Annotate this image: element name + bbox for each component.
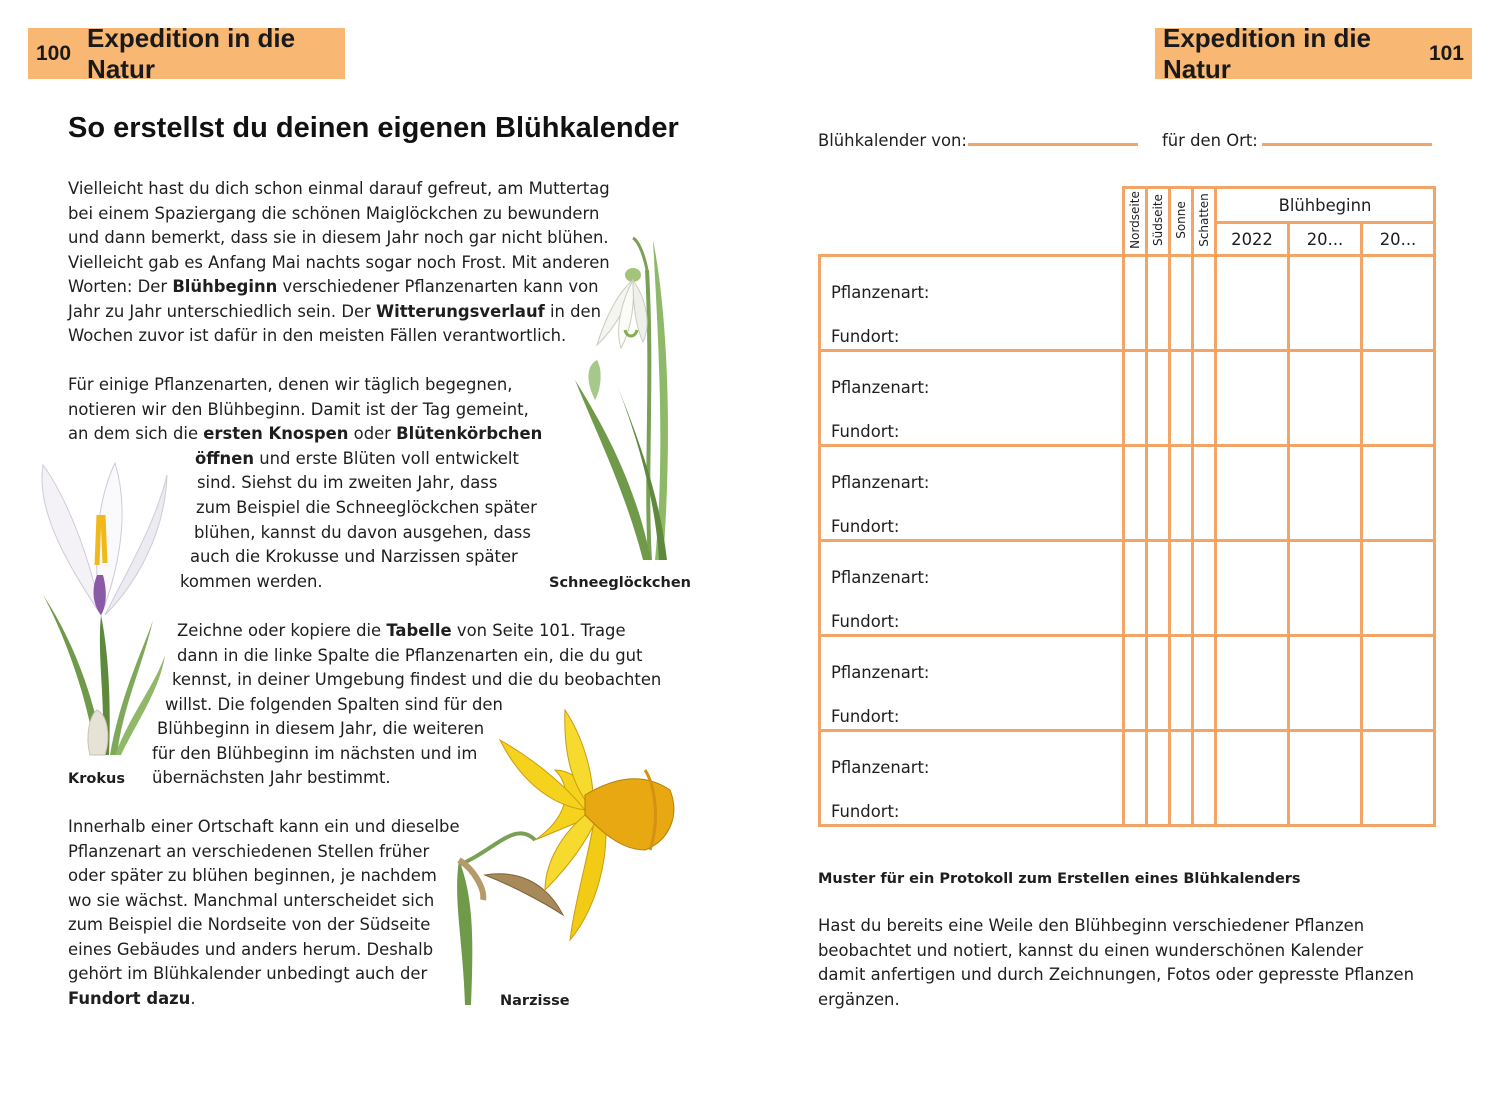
plant-cell (820, 446, 1124, 541)
body-line: bei einem Spaziergang die schönen Maiglöckchen zu bewundern (68, 204, 600, 223)
plant-species-label: Pflanzenart: (831, 378, 930, 397)
calendar-cell (1193, 731, 1216, 826)
calendar-cell (1170, 351, 1193, 446)
body-line: Pflanzenart an verschiedenen Stellen früher (68, 842, 430, 861)
body-line: dann in die linke Spalte die Pflanzenarten ein, die du gut (177, 646, 643, 665)
calendar-row (820, 731, 1435, 826)
body-line: kennst, in deiner Umgebung findest und die du beobachten (172, 670, 662, 689)
page-header-right (1155, 22, 1472, 84)
body-line: Vielleicht hast du dich schon einmal darauf gefreut, am Muttertag (68, 179, 610, 198)
calendar-cell (1216, 636, 1289, 731)
page-header-left (28, 22, 345, 84)
body-line: öffnen und erste Blüten voll entwickelt (195, 449, 519, 468)
calendar-of-line (968, 143, 1138, 146)
calendar-row (820, 256, 1435, 351)
body-line: Innerhalb einer Ortschaft kann ein und dieselbe (68, 817, 460, 836)
page-number-right: 101 (1428, 41, 1464, 65)
calendar-cell (1289, 256, 1362, 351)
closing-line: damit anfertigen und durch Zeichnungen, Fotos oder gepresste Pflanzen (818, 965, 1415, 984)
snowdrop-illustration (555, 230, 685, 565)
calendar-cell (1362, 636, 1435, 731)
body-line: zum Beispiel die Nordseite von der Südseite (68, 915, 431, 934)
header-shade: Schatten (1193, 188, 1216, 256)
calendar-cell (1216, 731, 1289, 826)
calendar-cell (1170, 256, 1193, 351)
closing-line: ergänzen. (818, 990, 900, 1009)
body-line: Fundort dazu. (68, 989, 196, 1008)
closing-line: Hast du bereits eine Weile den Blühbeginn verschiedener Pflanzen (818, 916, 1365, 935)
calendar-cell (1124, 541, 1147, 636)
calendar-cell (1216, 446, 1289, 541)
header-sun: Sonne (1170, 188, 1193, 256)
body-line: sind. Siehst du im zweiten Jahr, dass (197, 473, 498, 492)
plant-cell (820, 256, 1124, 351)
body-line: Für einige Pflanzenarten, denen wir täglich begegnen, (68, 375, 513, 394)
calendar-row (820, 636, 1435, 731)
calendar-cell (1147, 256, 1170, 351)
plant-species-label: Pflanzenart: (831, 758, 930, 777)
calendar-cell (1124, 256, 1147, 351)
body-line: wo sie wächst. Manchmal unterscheidet sich (68, 891, 435, 910)
calendar-cell (1147, 351, 1170, 446)
caption-daffodil: Narzisse (500, 993, 570, 1009)
calendar-cell (1170, 541, 1193, 636)
calendar-cell (1362, 541, 1435, 636)
caption-crocus: Krokus (68, 771, 125, 787)
location-label: Fundort: (831, 422, 900, 441)
header-year-1: 2022 (1216, 223, 1289, 256)
calendar-cell (1289, 731, 1362, 826)
body-line: Zeichne oder kopiere die Tabelle von Seite 101. Trage (177, 621, 626, 640)
chapter-title-left: Expedition in die Natur (87, 22, 296, 84)
plant-species-label: Pflanzenart: (831, 568, 930, 587)
plant-species-label: Pflanzenart: (831, 663, 930, 682)
table-corner (820, 188, 1124, 256)
body-line: kommen werden. (180, 572, 323, 591)
plant-cell (820, 731, 1124, 826)
header-north-side: Nordseite (1124, 188, 1147, 256)
calendar-cell (1362, 351, 1435, 446)
calendar-of-label: Blühkalender von: (818, 131, 967, 150)
calendar-cell (1362, 256, 1435, 351)
calendar-cell (1147, 541, 1170, 636)
calendar-cell (1124, 351, 1147, 446)
calendar-cell (1147, 731, 1170, 826)
location-label: Fundort: (831, 707, 900, 726)
plant-cell (820, 351, 1124, 446)
calendar-cell (1147, 446, 1170, 541)
body-line: oder später zu blühen beginnen, je nachdem (68, 866, 437, 885)
daffodil-illustration (445, 700, 685, 1010)
location-label: Fundort: (831, 612, 900, 631)
body-line: willst. Die folgenden Spalten sind für den (165, 695, 503, 714)
table-caption: Muster für ein Protokoll zum Erstellen eines Blühkalenders (818, 871, 1301, 887)
body-line: Jahr zu Jahr unterschiedlich sein. Der Witterungsverlauf in den (68, 302, 602, 321)
plant-species-label: Pflanzenart: (831, 283, 930, 302)
calendar-cell (1193, 446, 1216, 541)
header-bloom-start: Blühbeginn (1216, 188, 1435, 223)
calendar-cell (1124, 446, 1147, 541)
calendar-row (820, 446, 1435, 541)
body-line: notieren wir den Blühbeginn. Damit ist der Tag gemeint, (68, 400, 529, 419)
plant-cell (820, 541, 1124, 636)
body-line: Blühbeginn in diesem Jahr, die weiteren (157, 719, 485, 738)
body-line: auch die Krokusse und Narzissen später (190, 547, 518, 566)
chapter-title-right: Expedition in die Natur (1163, 22, 1372, 84)
calendar-row (820, 541, 1435, 636)
calendar-cell (1124, 636, 1147, 731)
calendar-cell (1170, 446, 1193, 541)
calendar-cell (1216, 541, 1289, 636)
calendar-cell (1289, 541, 1362, 636)
plant-species-label: Pflanzenart: (831, 473, 930, 492)
crocus-illustration (35, 455, 175, 760)
calendar-cell (1193, 351, 1216, 446)
body-line: blühen, kannst du davon ausgehen, dass (194, 523, 531, 542)
calendar-cell (1170, 731, 1193, 826)
header-year-2: 20... (1289, 223, 1362, 256)
place-line (1262, 143, 1432, 146)
location-label: Fundort: (831, 327, 900, 346)
calendar-cell (1289, 351, 1362, 446)
calendar-cell (1170, 636, 1193, 731)
calendar-cell (1147, 636, 1170, 731)
place-label: für den Ort: (1162, 131, 1258, 150)
body-line: gehört im Blühkalender unbedingt auch der (68, 964, 428, 983)
body-line: an dem sich die ersten Knospen oder Blütenkörbchen (68, 424, 543, 443)
calendar-cell (1193, 636, 1216, 731)
caption-snowdrop: Schneeglöckchen (549, 575, 691, 591)
body-line: übernächsten Jahr bestimmt. (152, 768, 391, 787)
plant-cell (820, 636, 1124, 731)
calendar-cell (1193, 541, 1216, 636)
closing-line: beobachtet und notiert, kannst du einen wunderschönen Kalender (818, 941, 1364, 960)
bloom-calendar-table (818, 186, 1436, 827)
calendar-row (820, 351, 1435, 446)
header-year-3: 20... (1362, 223, 1435, 256)
calendar-cell (1289, 446, 1362, 541)
calendar-cell (1216, 256, 1289, 351)
body-line: Worten: Der Blühbeginn verschiedener Pflanzenarten kann von (68, 277, 599, 296)
section-title: So erstellst du deinen eigenen Blühkalender (68, 112, 679, 144)
location-label: Fundort: (831, 517, 900, 536)
body-line: eines Gebäudes und anders herum. Deshalb (68, 940, 434, 959)
calendar-cell (1289, 636, 1362, 731)
body-line: Vielleicht gab es Anfang Mai nachts sogar noch Frost. Mit anderen (68, 253, 610, 272)
page-number-left: 100 (36, 41, 72, 65)
body-line: für den Blühbeginn im nächsten und im (152, 744, 478, 763)
location-label: Fundort: (831, 802, 900, 821)
body-line: zum Beispiel die Schneeglöckchen später (196, 498, 537, 517)
calendar-cell (1216, 351, 1289, 446)
header-south-side: Südseite (1147, 188, 1170, 256)
body-line: und dann bemerkt, dass sie in diesem Jahr noch gar nicht blühen. (68, 228, 609, 247)
calendar-cell (1362, 446, 1435, 541)
calendar-cell (1193, 256, 1216, 351)
calendar-cell (1124, 731, 1147, 826)
calendar-cell (1362, 731, 1435, 826)
body-line: Wochen zuvor ist dafür in den meisten Fällen verantwortlich. (68, 326, 567, 345)
